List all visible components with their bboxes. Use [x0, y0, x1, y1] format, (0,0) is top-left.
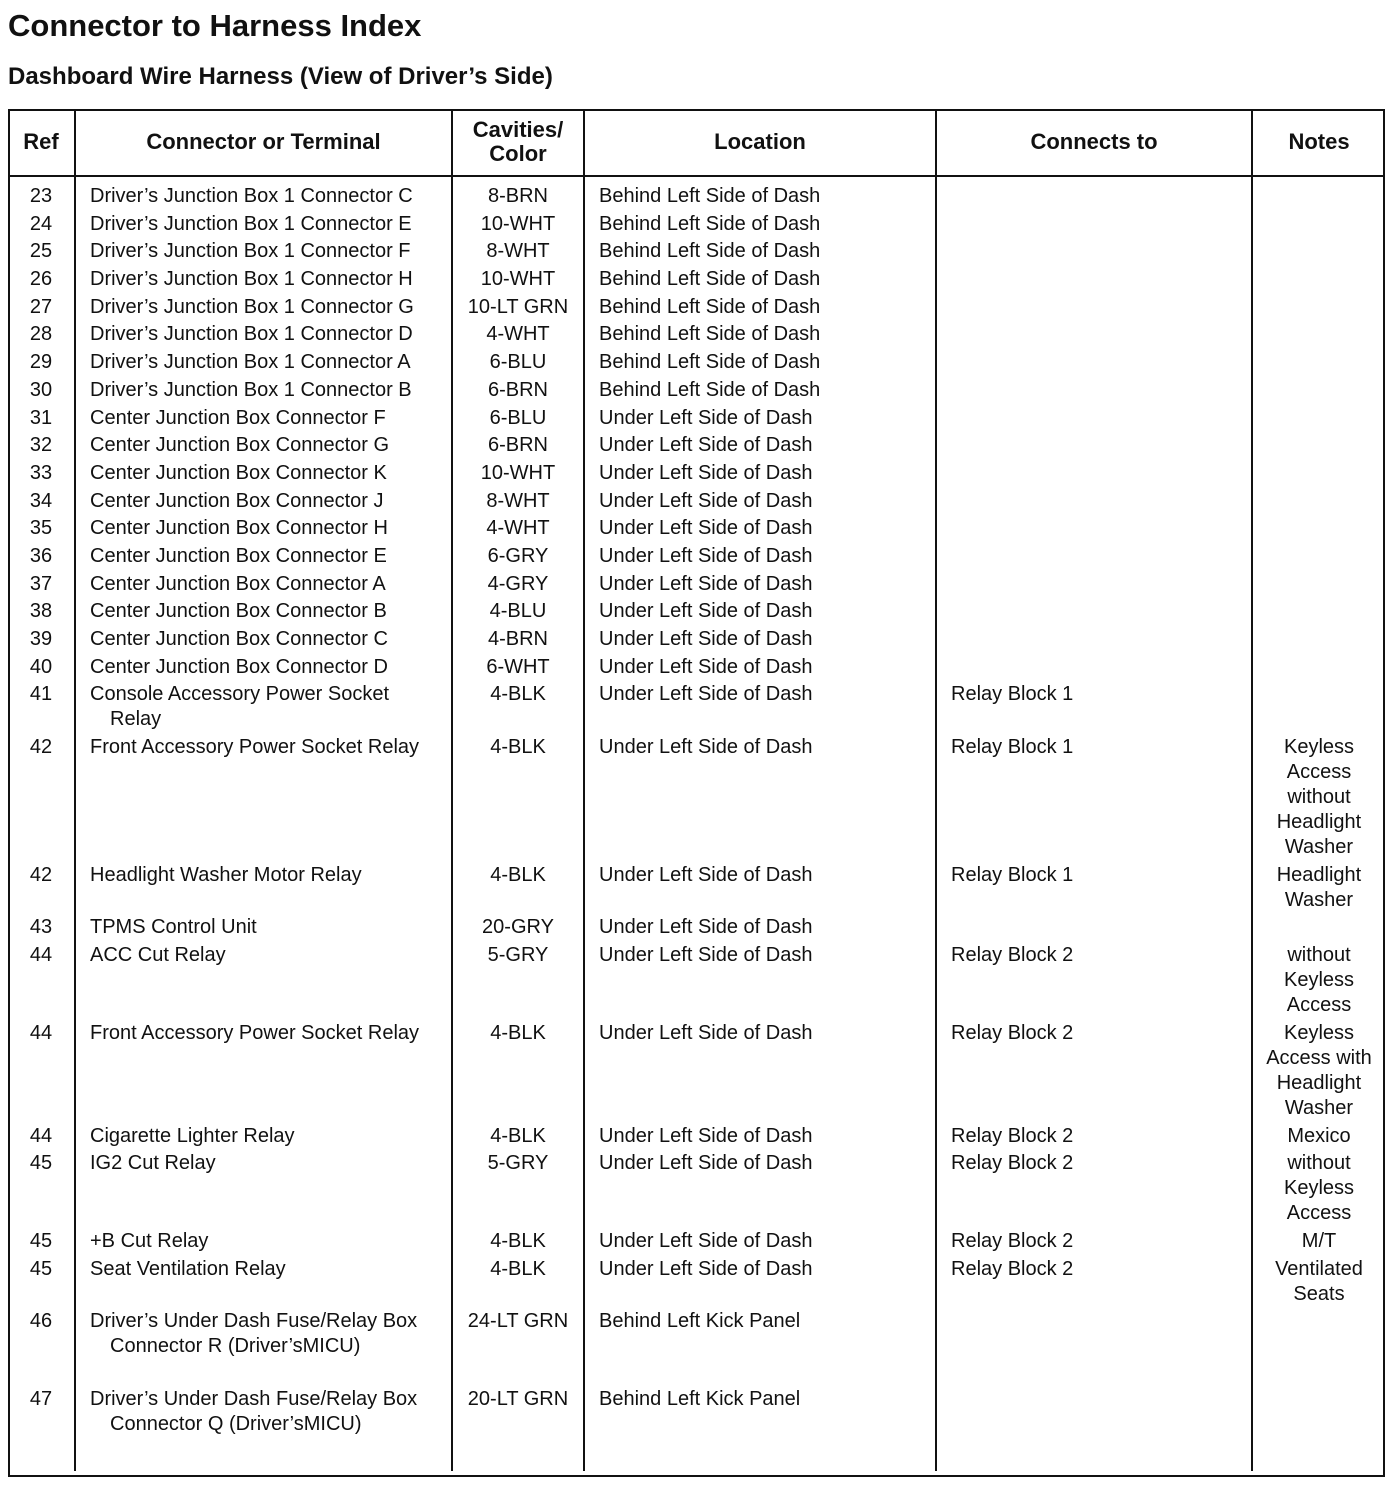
cell-connector — [75, 915, 452, 943]
cell-location: Behind Left Side of Dash — [584, 322, 936, 350]
cell-connector — [75, 863, 452, 916]
table-row — [8, 1309, 1385, 1387]
cell-connector — [75, 176, 452, 212]
header-cavities — [452, 109, 584, 176]
cell-connects-to — [936, 655, 1252, 683]
cell-connector — [75, 1309, 452, 1387]
connector-line1: Center Junction Box Connector C — [90, 628, 388, 650]
table-row — [8, 682, 1385, 735]
cell-notes — [1252, 176, 1385, 212]
cell-location: Under Left Side of Dash — [584, 572, 936, 600]
cell-location: Behind Left Side of Dash — [584, 176, 936, 212]
table-row — [8, 267, 1385, 295]
cell-connects-to — [936, 406, 1252, 434]
connector-line1: Seat Ventilation Relay — [90, 1257, 286, 1280]
cell-cavities: 10-LT GRN — [452, 295, 584, 323]
cell-connector — [75, 627, 452, 655]
table-row — [8, 212, 1385, 240]
cell-connector — [75, 378, 452, 406]
table-row — [8, 176, 1385, 212]
cell-cavities: 6-BLU — [452, 350, 584, 378]
cell-cavities: 20-GRY — [452, 915, 584, 943]
header-cavities-line1: Cavities/ — [472, 117, 564, 142]
cell-cavities: 6-BLU — [452, 406, 584, 434]
table-row — [8, 322, 1385, 350]
connector-line2: Connector Q (Driver’sMICU) — [110, 1413, 362, 1436]
cell-connector — [75, 433, 452, 461]
cell-location: Behind Left Side of Dash — [584, 295, 936, 323]
table-row — [8, 350, 1385, 378]
connector-line1: Cigarette Lighter Relay — [90, 1124, 295, 1147]
cell-connects-to — [936, 1387, 1252, 1471]
connector-line1: Front Accessory Power Socket Relay — [90, 1021, 420, 1044]
cell-location: Under Left Side of Dash — [584, 943, 936, 1021]
cell-connects-to: Relay Block 2 — [936, 943, 1252, 1021]
cell-location: Under Left Side of Dash — [584, 461, 936, 489]
cell-ref: 40 — [29, 655, 53, 678]
cell-connector — [75, 212, 452, 240]
connector-line1: Center Junction Box Connector J — [90, 489, 384, 512]
cell-ref: 43 — [29, 916, 53, 939]
cell-location: Under Left Side of Dash — [584, 1151, 936, 1229]
table-row — [8, 863, 1385, 916]
cell-location: Under Left Side of Dash — [584, 655, 936, 683]
cell-location: Under Left Side of Dash — [584, 1124, 936, 1152]
cell-location: Under Left Side of Dash — [584, 735, 936, 863]
cell-ref: 44 — [29, 944, 53, 967]
cell-ref: 45 — [29, 1257, 53, 1280]
cell-connector — [75, 682, 452, 735]
cell-notes — [1252, 572, 1385, 600]
table-row — [8, 1229, 1385, 1257]
connector-line1: Center Junction Box Connector K — [90, 461, 387, 484]
cell-notes — [1252, 378, 1385, 406]
cell-connects-to — [936, 915, 1252, 943]
cell-connects-to — [936, 516, 1252, 544]
cell-notes — [1252, 1387, 1385, 1471]
connector-line1: +B Cut Relay — [90, 1229, 209, 1252]
table-header — [8, 109, 1385, 176]
cell-location: Under Left Side of Dash — [584, 682, 936, 735]
cell-notes — [1252, 322, 1385, 350]
connector-line1: Center Junction Box Connector A — [90, 572, 386, 595]
cell-location: Under Left Side of Dash — [584, 1257, 936, 1310]
cell-connector — [75, 406, 452, 434]
cell-ref: 27 — [29, 295, 53, 318]
connector-line1: ACC Cut Relay — [90, 944, 226, 967]
cell-notes: Ventilated Seats — [1252, 1257, 1385, 1310]
table-row — [8, 1151, 1385, 1229]
cell-ref: 44 — [29, 1124, 53, 1147]
cell-cavities: 8-BRN — [452, 176, 584, 212]
cell-notes — [1252, 544, 1385, 572]
cell-ref: 34 — [29, 489, 53, 512]
cell-cavities: 4-WHT — [452, 322, 584, 350]
cell-location: Under Left Side of Dash — [584, 599, 936, 627]
cell-location: Behind Left Kick Panel — [584, 1387, 936, 1471]
cell-connector — [75, 1229, 452, 1257]
cell-connects-to — [936, 322, 1252, 350]
cell-connects-to: Relay Block 1 — [936, 682, 1252, 735]
table-row — [8, 915, 1385, 943]
cell-location: Under Left Side of Dash — [584, 516, 936, 544]
cell-ref: 44 — [29, 1021, 53, 1044]
cell-cavities: 8-WHT — [452, 489, 584, 517]
cell-location: Behind Left Side of Dash — [584, 378, 936, 406]
cell-connects-to — [936, 433, 1252, 461]
cell-ref: 32 — [29, 434, 53, 457]
cell-ref: 36 — [29, 544, 53, 567]
table-row — [8, 572, 1385, 600]
cell-cavities: 10-WHT — [452, 267, 584, 295]
cell-cavities: 4-GRY — [452, 572, 584, 600]
table-row — [8, 627, 1385, 655]
table-row — [8, 378, 1385, 406]
cell-location: Under Left Side of Dash — [584, 433, 936, 461]
cell-cavities: 6-WHT — [452, 655, 584, 683]
cell-cavities: 10-WHT — [452, 212, 584, 240]
cell-notes — [1252, 433, 1385, 461]
cell-ref: 29 — [29, 351, 53, 374]
cell-cavities: 24-LT GRN — [452, 1309, 584, 1387]
cell-connector — [75, 295, 452, 323]
cell-notes — [1252, 239, 1385, 267]
table-row — [8, 1257, 1385, 1310]
table-row — [8, 1021, 1385, 1124]
cell-notes: Mexico — [1252, 1124, 1385, 1152]
cell-connects-to — [936, 1309, 1252, 1387]
connector-line1: IG2 Cut Relay — [90, 1152, 216, 1175]
cell-notes: Headlight Washer — [1252, 863, 1385, 916]
connector-line1: TPMS Control Unit — [90, 916, 257, 939]
cell-notes: without Keyless Access — [1252, 1151, 1385, 1229]
cell-cavities: 4-BLK — [452, 1229, 584, 1257]
cell-location: Behind Left Side of Dash — [584, 350, 936, 378]
cell-location: Under Left Side of Dash — [584, 1021, 936, 1124]
cell-ref: 23 — [29, 185, 53, 207]
cell-connector — [75, 544, 452, 572]
table-row — [8, 544, 1385, 572]
header-connector: Connector or Terminal — [75, 109, 452, 176]
connector-line1: Driver’s Junction Box 1 Connector A — [90, 351, 411, 374]
cell-cavities: 5-GRY — [452, 943, 584, 1021]
cell-connector — [75, 655, 452, 683]
connector-line1: Headlight Washer Motor Relay — [90, 863, 362, 886]
connector-line1: Center Junction Box Connector E — [90, 544, 387, 567]
cell-connector — [75, 1021, 452, 1124]
cell-ref: 37 — [29, 572, 53, 595]
cell-location: Under Left Side of Dash — [584, 544, 936, 572]
cell-connects-to: Relay Block 2 — [936, 1229, 1252, 1257]
cell-cavities: 8-WHT — [452, 239, 584, 267]
connector-line1: Front Accessory Power Socket Relay — [90, 736, 420, 759]
cell-cavities: 4-BRN — [452, 627, 584, 655]
table-row — [8, 461, 1385, 489]
cell-connector — [75, 1151, 452, 1229]
cell-connects-to — [936, 176, 1252, 212]
cell-cavities: 10-WHT — [452, 461, 584, 489]
connector-line1: Driver’s Junction Box 1 Connector D — [90, 323, 413, 346]
cell-location: Under Left Side of Dash — [584, 863, 936, 916]
connector-line1: Driver’s Junction Box 1 Connector E — [90, 212, 412, 235]
cell-notes: Keyless Access with Headlight Washer — [1252, 1021, 1385, 1124]
cell-cavities: 20-LT GRN — [452, 1387, 584, 1471]
cell-ref: 28 — [29, 323, 53, 346]
cell-notes: M/T — [1252, 1229, 1385, 1257]
page-title: Connector to Harness Index — [8, 8, 422, 43]
cell-connects-to — [936, 544, 1252, 572]
table-body — [8, 176, 1385, 1471]
cell-notes — [1252, 489, 1385, 517]
cell-cavities: 4-BLK — [452, 1257, 584, 1310]
table-row — [8, 489, 1385, 517]
cell-connector — [75, 239, 452, 267]
table-row — [8, 599, 1385, 627]
cell-location: Behind Left Kick Panel — [584, 1309, 936, 1387]
connector-line1: Console Accessory Power Socket — [90, 683, 390, 706]
cell-ref: 39 — [29, 628, 53, 650]
page-subtitle: Dashboard Wire Harness (View of Driver’s Side) — [8, 63, 553, 90]
cell-cavities: 4-WHT — [452, 516, 584, 544]
cell-notes — [1252, 1309, 1385, 1387]
table-row — [8, 516, 1385, 544]
cell-notes: Keyless Access without Headlight Washer — [1252, 735, 1385, 863]
table-row — [8, 406, 1385, 434]
header-ref: Ref — [8, 109, 75, 176]
cell-connector — [75, 1387, 452, 1471]
header-connects-to: Connects to — [936, 109, 1252, 176]
cell-connector — [75, 516, 452, 544]
cell-cavities: 6-BRN — [452, 378, 584, 406]
cell-connects-to: Relay Block 2 — [936, 1124, 1252, 1152]
cell-location: Behind Left Side of Dash — [584, 212, 936, 240]
cell-connects-to — [936, 461, 1252, 489]
cell-connects-to — [936, 489, 1252, 517]
connector-line1: Driver’s Under Dash Fuse/Relay Box — [90, 1310, 418, 1333]
table-row — [8, 1387, 1385, 1471]
cell-connects-to: Relay Block 2 — [936, 1151, 1252, 1229]
cell-connector — [75, 1124, 452, 1152]
cell-connects-to — [936, 350, 1252, 378]
cell-connects-to — [936, 627, 1252, 655]
cell-connector — [75, 1257, 452, 1310]
connector-line1: Driver’s Junction Box 1 Connector H — [90, 268, 413, 291]
cell-notes — [1252, 915, 1385, 943]
cell-connects-to — [936, 378, 1252, 406]
table-row — [8, 239, 1385, 267]
cell-location: Under Left Side of Dash — [584, 406, 936, 434]
cell-ref: 38 — [29, 600, 53, 623]
cell-notes — [1252, 212, 1385, 240]
cell-ref: 31 — [29, 406, 53, 429]
cell-cavities: 4-BLU — [452, 599, 584, 627]
cell-cavities: 4-BLK — [452, 863, 584, 916]
connector-line1: Driver’s Junction Box 1 Connector B — [90, 378, 412, 401]
connector-line1: Driver’s Junction Box 1 Connector C — [90, 185, 413, 207]
cell-cavities: 4-BLK — [452, 1124, 584, 1152]
table-row — [8, 735, 1385, 863]
cell-connector — [75, 489, 452, 517]
connector-line1: Driver’s Junction Box 1 Connector F — [90, 240, 411, 263]
table-row — [8, 433, 1385, 461]
cell-notes — [1252, 406, 1385, 434]
cell-connector — [75, 943, 452, 1021]
connector-line2: Relay — [110, 708, 162, 731]
cell-cavities: 4-BLK — [452, 735, 584, 863]
cell-location: Under Left Side of Dash — [584, 489, 936, 517]
cell-location: Under Left Side of Dash — [584, 915, 936, 943]
connector-line1: Center Junction Box Connector B — [90, 600, 387, 623]
cell-connector — [75, 572, 452, 600]
cell-cavities: 6-BRN — [452, 433, 584, 461]
cell-ref: 42 — [29, 863, 53, 886]
cell-connector — [75, 350, 452, 378]
cell-location: Behind Left Side of Dash — [584, 239, 936, 267]
cell-connects-to — [936, 267, 1252, 295]
header-location: Location — [584, 109, 936, 176]
connector-line1: Center Junction Box Connector G — [90, 434, 390, 457]
connector-line1: Driver’s Junction Box 1 Connector G — [90, 295, 414, 318]
cell-notes — [1252, 350, 1385, 378]
header-cavities-line2: Color — [489, 141, 547, 166]
cell-notes — [1252, 461, 1385, 489]
table-row — [8, 943, 1385, 1021]
cell-connects-to: Relay Block 1 — [936, 863, 1252, 916]
cell-connector — [75, 599, 452, 627]
cell-notes — [1252, 295, 1385, 323]
cell-connects-to — [936, 572, 1252, 600]
cell-notes — [1252, 627, 1385, 655]
connector-line1: Center Junction Box Connector H — [90, 517, 388, 540]
cell-cavities: 4-BLK — [452, 1021, 584, 1124]
cell-ref: 24 — [29, 212, 53, 235]
cell-ref: 35 — [29, 517, 53, 540]
cell-ref: 45 — [29, 1152, 53, 1175]
cell-notes — [1252, 267, 1385, 295]
cell-ref: 47 — [29, 1388, 53, 1411]
table-row — [8, 1124, 1385, 1152]
table-row — [8, 295, 1385, 323]
cell-connects-to: Relay Block 1 — [936, 735, 1252, 863]
cell-cavities: 6-GRY — [452, 544, 584, 572]
cell-ref: 30 — [29, 378, 53, 401]
cell-connects-to — [936, 599, 1252, 627]
cell-connects-to — [936, 212, 1252, 240]
table-row — [8, 655, 1385, 683]
cell-ref: 26 — [29, 268, 53, 291]
cell-ref: 42 — [29, 736, 53, 759]
connector-line1: Center Junction Box Connector D — [90, 655, 388, 678]
cell-cavities: 4-BLK — [452, 682, 584, 735]
cell-location: Behind Left Side of Dash — [584, 267, 936, 295]
cell-connects-to — [936, 239, 1252, 267]
header-notes: Notes — [1252, 109, 1385, 176]
connector-line1: Center Junction Box Connector F — [90, 406, 386, 429]
cell-connector — [75, 461, 452, 489]
cell-ref: 33 — [29, 461, 53, 484]
cell-connector — [75, 322, 452, 350]
cell-connector — [75, 735, 452, 863]
cell-notes — [1252, 516, 1385, 544]
cell-connector — [75, 267, 452, 295]
cell-ref: 41 — [29, 683, 53, 706]
cell-connects-to: Relay Block 2 — [936, 1021, 1252, 1124]
cell-ref: 25 — [29, 240, 53, 263]
connector-line2: Connector R (Driver’sMICU) — [110, 1335, 361, 1358]
cell-location: Under Left Side of Dash — [584, 1229, 936, 1257]
cell-notes — [1252, 599, 1385, 627]
cell-connects-to — [936, 295, 1252, 323]
cell-connects-to: Relay Block 2 — [936, 1257, 1252, 1310]
cell-cavities: 5-GRY — [452, 1151, 584, 1229]
cell-notes — [1252, 682, 1385, 735]
cell-notes — [1252, 655, 1385, 683]
header-row — [8, 109, 1385, 176]
cell-ref: 46 — [29, 1310, 53, 1333]
cell-notes: without Keyless Access — [1252, 943, 1385, 1021]
cell-location: Under Left Side of Dash — [584, 627, 936, 655]
cell-ref: 45 — [29, 1229, 53, 1252]
connector-index-table — [8, 109, 1385, 1471]
connector-line1: Driver’s Under Dash Fuse/Relay Box — [90, 1388, 418, 1411]
